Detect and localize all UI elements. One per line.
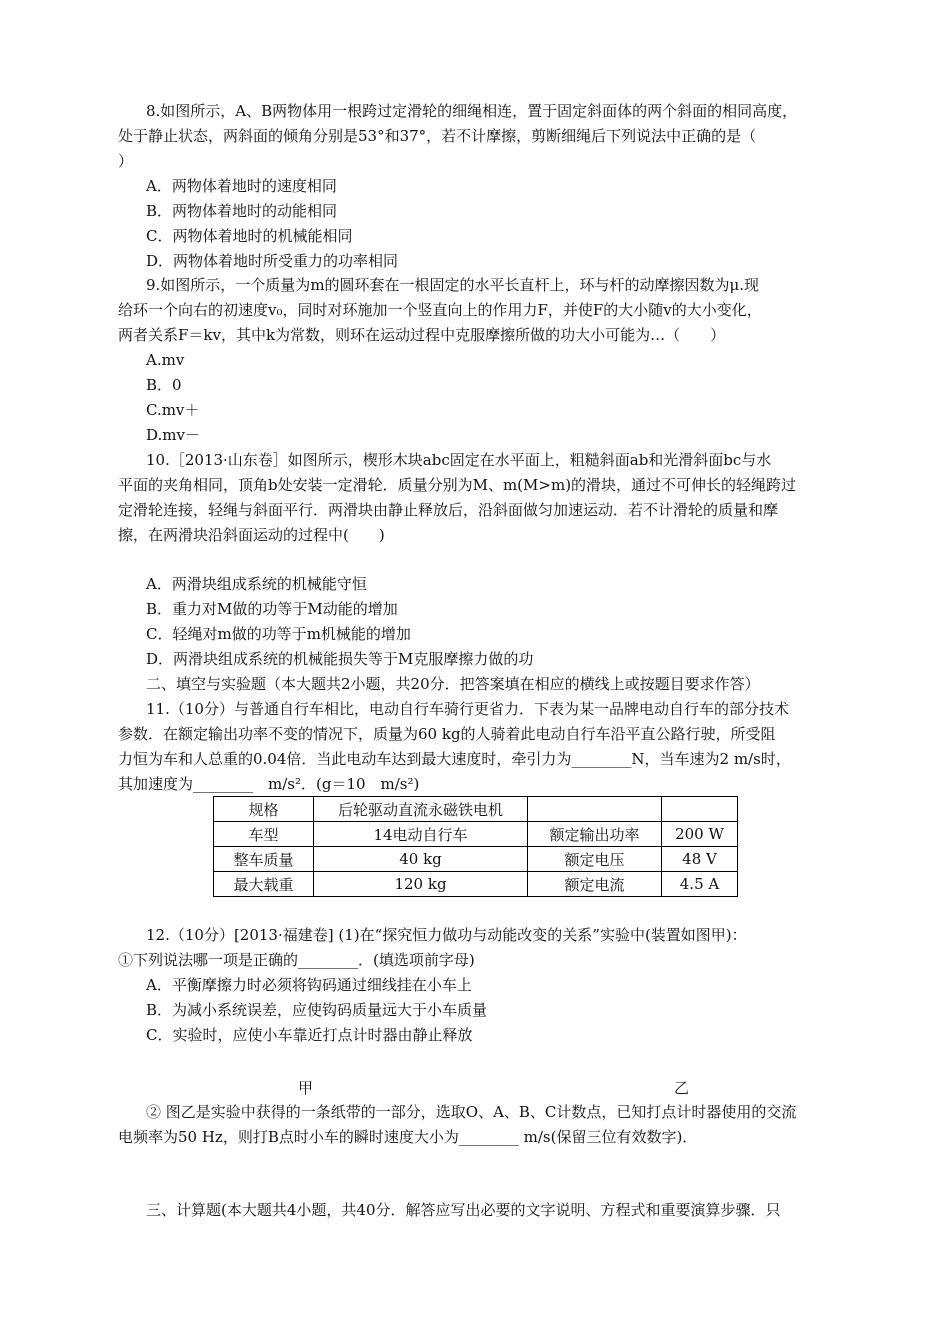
table-cell: 40 kg [314, 847, 528, 872]
q12-part2-line-2: 电频率为50 Hz，则打B点时小车的瞬时速度大小为________ m/s(保留三位有效数字)． [118, 1128, 698, 1146]
table-row [214, 797, 738, 822]
table-cell: 48 V [662, 847, 738, 872]
q9-option-a: A.mv [146, 351, 185, 369]
q10-option-a: A．两滑块组成系统的机械能守恒 [146, 575, 367, 593]
q11-text-line-2: 参数．在额定输出功率不变的情况下，质量为60 kg的人骑着此电动自行车沿平直公路行驶，所受阻 [118, 725, 776, 743]
table-row [214, 822, 738, 847]
q9-text-line-2: 给环一个向右的初速度v₀，同时对环施加一个竖直向上的作用力F，并使F的大小随v的大小变化， [118, 301, 762, 319]
table-row [214, 872, 738, 897]
table-cell: 整车质量 [214, 847, 314, 872]
q8-option-d: D．两物体着地时所受重力的功率相同 [146, 252, 399, 270]
table-cell: 额定电压 [528, 847, 662, 872]
spec-table [213, 796, 738, 897]
q12-part2-line-1: ② 图乙是实验中获得的一条纸带的一部分，选取O、A、B、C计数点，已知打点计时器使用的交流 [146, 1103, 797, 1121]
table-cell: 14电动自行车 [314, 822, 528, 847]
q9-text-line-1: 9.如图所示，一个质量为m的圆环套在一根固定的水平长直杆上，环与杆的动摩擦因数为μ.现 [146, 276, 760, 294]
q11-text-line-3: 力恒为车和人总重的0.04倍．当此电动车达到最大速度时，牵引力为________N，当车速为2 m/s时， [118, 750, 791, 768]
q9-option-b: B．0 [146, 376, 182, 394]
table-cell [662, 797, 738, 822]
q9-option-d: D.mv－ [146, 426, 200, 444]
table-cell: 200 W [662, 822, 738, 847]
q12-text-line-1: 12.（10分）[2013·福建卷] (1)在“探究恒力做功与动能改变的关系”实验中(装置如图甲)： [146, 926, 747, 944]
table-cell: 规格 [214, 797, 314, 822]
table-cell [528, 797, 662, 822]
q12-option-b: B．为减小系统误差，应使钩码质量远大于小车质量 [146, 1001, 488, 1019]
q9-text-line-3: 两者关系F＝kv，其中k为常数，则环在运动过程中克服摩擦所做的功大小可能为…（ ） [118, 326, 726, 344]
q10-text-line-2: 平面的夹角相同，顶角b处安装一定滑轮．质量分别为M、m(M>m)的滑块，通过不可伸长的轻绳跨过 [118, 476, 797, 494]
figure-caption-jia: 甲 [298, 1079, 314, 1097]
q8-option-a: A．两物体着地时的速度相同 [146, 177, 337, 195]
q10-option-c: C．轻绳对m做的功等于m机械能的增加 [146, 625, 411, 643]
table-cell: 额定电流 [528, 872, 662, 897]
q12-text-line-2: ①下列说法哪一项是正确的________．(填选项前字母) [118, 951, 475, 969]
q10-text-line-1: 10.［2013·山东卷］如图所示，楔形木块abc固定在水平面上，粗糙斜面ab和光滑斜面bc与水 [146, 451, 772, 469]
q8-option-c: C．两物体着地时的机械能相同 [146, 227, 353, 245]
q10-option-d: D．两滑块组成系统的机械能损失等于M克服摩擦力做的功 [146, 650, 534, 668]
table-cell: 4.5 A [662, 872, 738, 897]
q9-option-c: C.mv＋ [146, 401, 200, 419]
q11-text-line-4: 其加速度为________ m/s²．(g＝10 m/s²) [118, 775, 420, 793]
section-2-heading: 二、填空与实验题（本大题共2小题，共20分．把答案填在相应的横线上或按题目要求作答） [146, 675, 760, 693]
table-row [214, 847, 738, 872]
q8-text-line-1: 8.如图所示，A、B两物体用一根跨过定滑轮的细绳相连，置于固定斜面体的两个斜面的相同高度， [146, 102, 798, 120]
q10-text-line-3: 定滑轮连接，轻绳与斜面平行．两滑块由静止释放后，沿斜面做匀加速运动．若不计滑轮的质量和摩 [118, 501, 779, 519]
table-cell: 后轮驱动直流永磁铁电机 [314, 797, 528, 822]
q12-option-c: C．实验时，应使小车靠近打点计时器由静止释放 [146, 1026, 473, 1044]
q11-text-line-1: 11.（10分）与普通自行车相比，电动自行车骑行更省力．下表为某一品牌电动自行车的部分技术 [146, 700, 789, 718]
q12-option-a: A．平衡摩擦力时必须将钩码通过细线挂在小车上 [146, 976, 472, 994]
q10-text-line-4: 擦，在两滑块沿斜面运动的过程中( ) [118, 526, 385, 544]
table-cell: 车型 [214, 822, 314, 847]
q8-text-line-3: ） [118, 152, 134, 170]
q8-option-b: B．两物体着地时的动能相同 [146, 202, 338, 220]
section-3-heading: 三、计算题(本大题共4小题，共40分．解答应写出必要的文字说明、方程式和重要演算步骤．只 [146, 1201, 781, 1219]
table-cell: 额定输出功率 [528, 822, 662, 847]
table-cell: 120 kg [314, 872, 528, 897]
figure-caption-yi: 乙 [674, 1079, 690, 1097]
q8-text-line-2: 处于静止状态，两斜面的倾角分别是53°和37°，若不计摩擦，剪断细绳后下列说法中正确的是（ [118, 127, 757, 145]
q10-option-b: B．重力对M做的功等于M动能的增加 [146, 600, 398, 618]
table-cell: 最大载重 [214, 872, 314, 897]
